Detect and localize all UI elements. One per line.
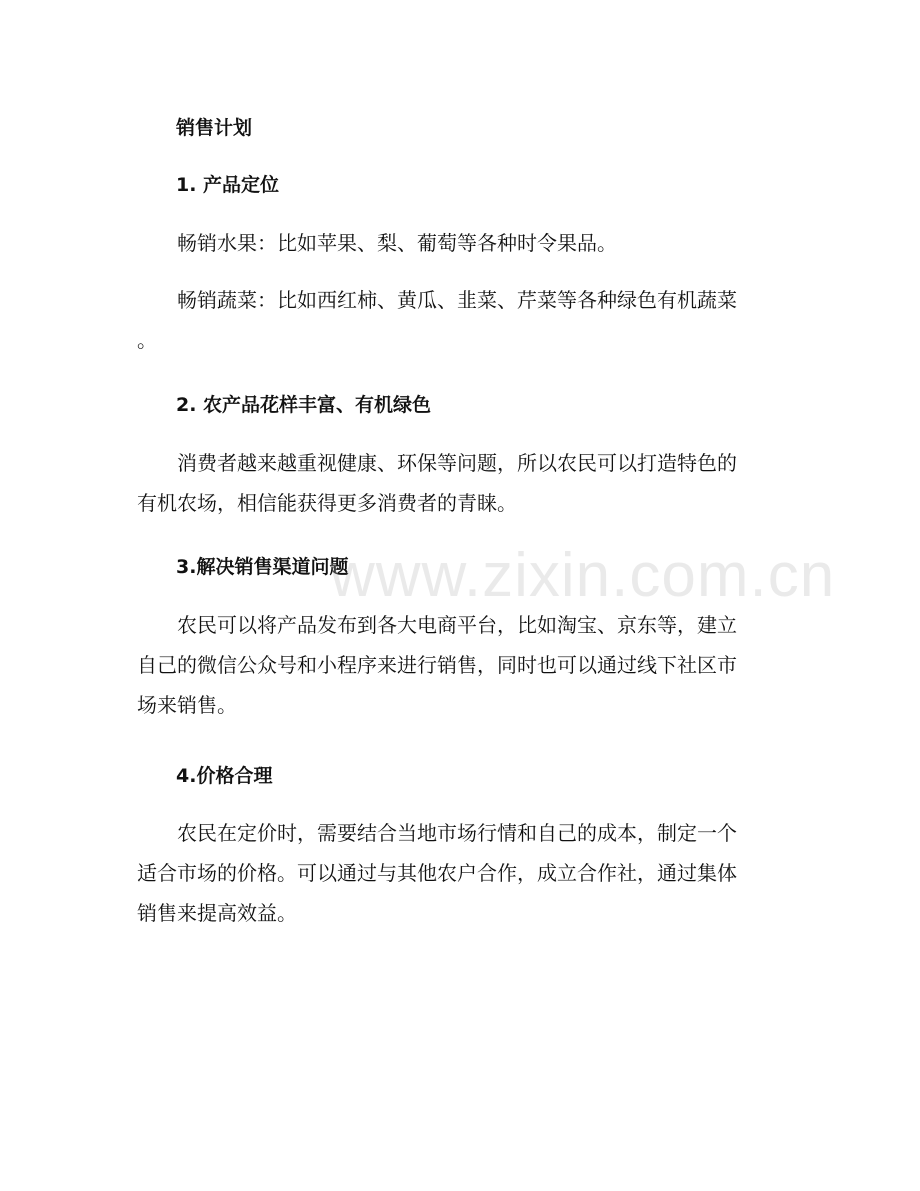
section-3-paragraph [137,605,769,725]
paragraph-line: 。 [137,328,157,352]
document-title: 销售计划 [176,117,253,139]
section-1-paragraph-fruit [137,223,769,263]
section-2-heading: 2. 农产品花样丰富、有机绿色 [176,394,432,416]
section-1-heading: 1. 产品定位 [176,174,280,196]
paragraph-line: 畅销蔬菜：比如西红柿、黄瓜、韭菜、芹菜等各种绿色有机蔬菜 [177,288,737,312]
paragraph-line: 农民可以将产品发布到各大电商平台，比如淘宝、京东等，建立 [177,613,737,637]
paragraph-line: 自己的微信公众号和小程序来进行销售，同时也可以通过线下社区市 [137,653,737,677]
paragraph-line: 消费者越来越重视健康、环保等问题，所以农民可以打造特色的 [177,451,737,475]
watermark: www.zixin.com.cn [330,541,836,610]
section-3-heading: 3.解决销售渠道问题 [176,556,349,578]
section-4-heading: 4.价格合理 [176,765,273,787]
section-4-paragraph [137,813,769,933]
paragraph-line: 有机农场，相信能获得更多消费者的青睐。 [137,491,517,515]
paragraph-line: 农民在定价时，需要结合当地市场行情和自己的成本，制定一个 [177,821,737,845]
paragraph-line: 畅销水果：比如苹果、梨、葡萄等各种时令果品。 [177,231,617,255]
section-1-paragraph-vegetable [137,280,769,360]
paragraph-line: 场来销售。 [137,693,237,717]
section-2-paragraph [137,443,769,523]
paragraph-line: 销售来提高效益。 [137,901,297,925]
paragraph-line: 适合市场的价格。可以通过与其他农户合作，成立合作社，通过集体 [137,861,737,885]
